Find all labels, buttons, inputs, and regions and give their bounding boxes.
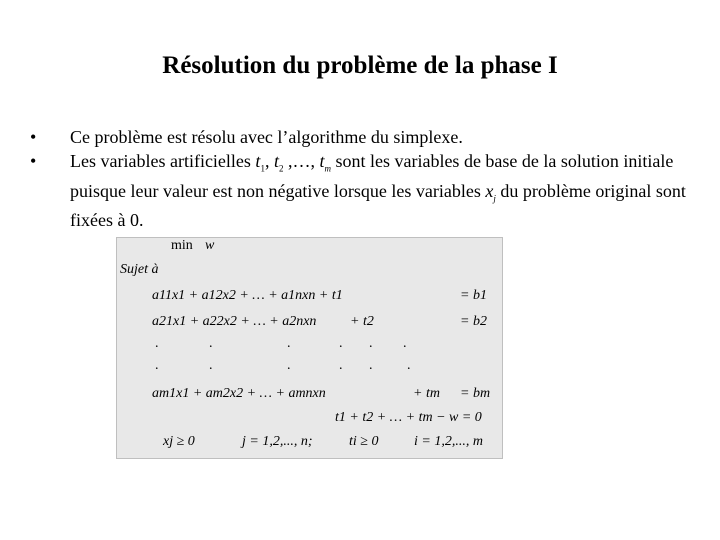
formula-w: w	[205, 238, 215, 253]
formula-row2-lhs: a21x1 + a22x2 + … + a2nxn	[152, 314, 317, 329]
ellipsis-dot: .	[287, 336, 291, 351]
bullet-text-2-end: du problème original sont fixées à 0.	[70, 180, 686, 231]
ellipsis-dot: .	[155, 358, 159, 373]
var-tm: t	[319, 151, 325, 171]
ellipsis-dot: .	[209, 336, 213, 351]
var-t1: t	[255, 151, 261, 171]
var-t1-sub: 1	[260, 163, 265, 174]
var-t2-sub: 2	[278, 163, 284, 174]
formula-rowm-lhs: am1x1 + am2x2 + … + amnxn	[152, 386, 326, 401]
formula-constraint-i: i = 1,2,..., m	[414, 434, 483, 449]
bullet-text-2-body: sont les variables de base de la solution initiale puisque leur valeur est non négative lorsque les variables	[70, 151, 674, 201]
formula-box	[116, 237, 503, 459]
ellipsis-dot: .	[209, 358, 213, 373]
bullet-item-1	[30, 126, 700, 148]
formula-row2-t: + t2	[350, 314, 374, 329]
ellipsis-dot: .	[155, 336, 159, 351]
ellipsis-dot: .	[339, 358, 343, 373]
ellipsis-dot: .	[369, 336, 373, 351]
bullet-item-2	[30, 150, 700, 231]
bullet-marker: •	[30, 127, 37, 147]
slide-title: Résolution du problème de la phase I	[162, 52, 558, 79]
formula-constraint-j: j = 1,2,..., n;	[242, 434, 313, 449]
var-tm-sub: m	[324, 163, 331, 174]
ellipsis-dot: .	[339, 336, 343, 351]
ellipsis-dot: .	[407, 358, 411, 373]
formula-subject: Sujet à	[120, 262, 159, 277]
separator: ,…,	[283, 151, 320, 171]
bullet-text-2-intro: Les variables artificielles	[70, 151, 256, 171]
formula-constraint-t: ti ≥ 0	[349, 434, 379, 449]
bullet-marker: •	[30, 151, 37, 171]
bullet-text-1: Ce problème est résolu avec l’algorithme du simplexe.	[70, 127, 463, 147]
var-t2: t	[273, 151, 279, 171]
var-xj-sub: j	[493, 193, 496, 204]
ellipsis-dot: .	[369, 358, 373, 373]
ellipsis-dot: .	[403, 336, 407, 351]
var-xj: x	[485, 180, 494, 201]
formula-sum-row: t1 + t2 + … + tm − w = 0	[335, 410, 482, 425]
bullet-list	[30, 126, 700, 233]
formula-row1-lhs: a11x1 + a12x2 + … + a1nxn + t1	[152, 288, 343, 303]
ellipsis-dot: .	[287, 358, 291, 373]
formula-rowm-rhs: = bm	[460, 386, 491, 401]
formula-rowm-t: + tm	[413, 386, 440, 401]
formula-min: min	[171, 238, 193, 253]
formula-row2-rhs: = b2	[460, 314, 487, 329]
separator: ,	[264, 151, 274, 171]
formula-row1-rhs: = b1	[460, 288, 487, 303]
formula-constraint-x: xj ≥ 0	[163, 434, 195, 449]
